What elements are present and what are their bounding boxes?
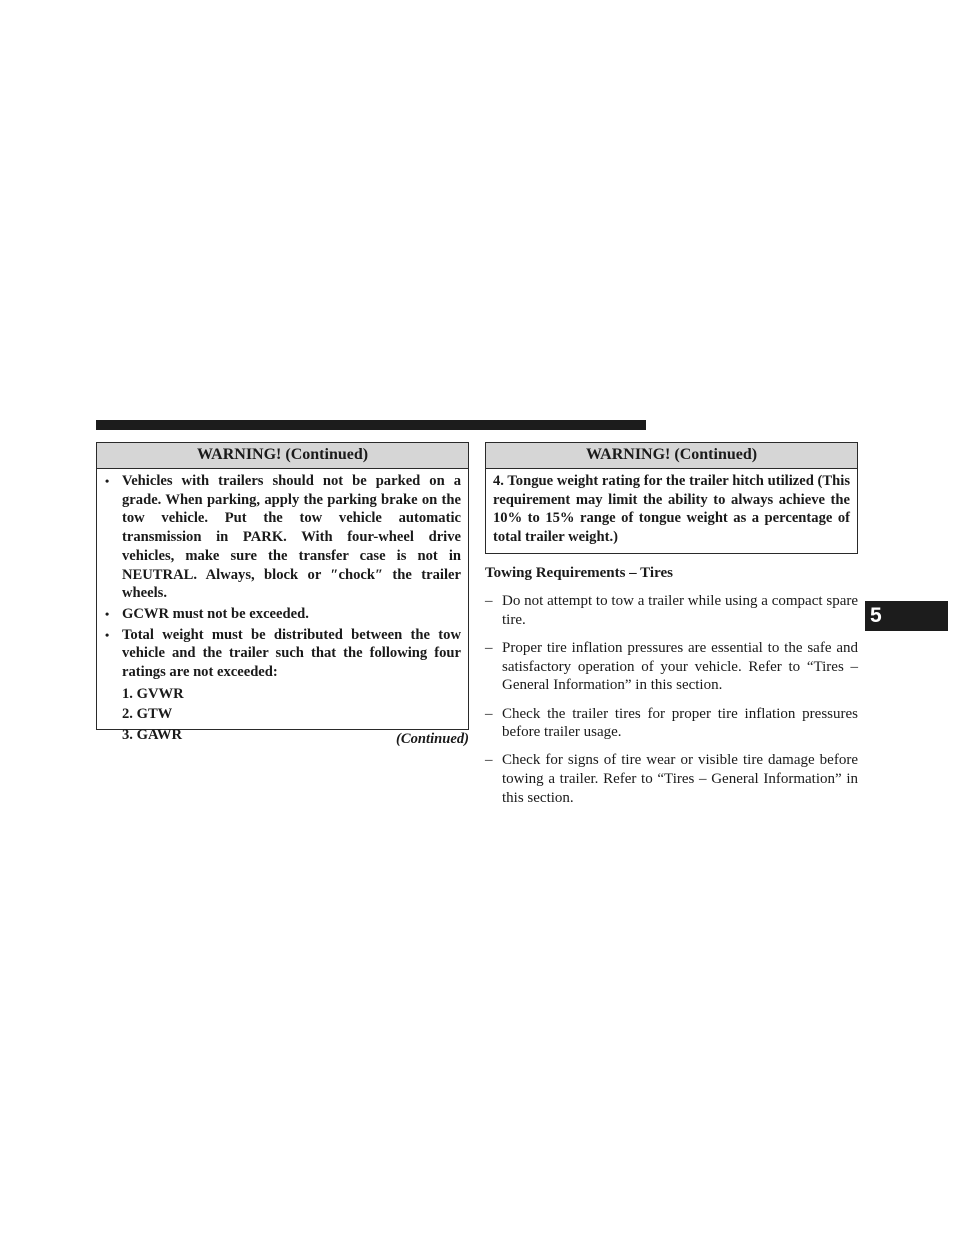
section-heading: Towing Requirements – Tires bbox=[485, 565, 673, 581]
bullet-icon: • bbox=[105, 606, 110, 621]
list-item bbox=[485, 592, 858, 629]
top-rule bbox=[96, 420, 646, 430]
bullet-text: Vehicles with trailers should not be parked on a grade. When parking, apply the parking brake on the tow vehicle. Put the tow vehicle automatic transmission in PARK. With four-wheel drive vehicles, make sure the transfer case is not in NEUTRAL. Always, block or ″chock″ the trailer wheels. bbox=[122, 473, 461, 602]
rating-item: 2. GTW bbox=[122, 706, 173, 723]
rating-item: 3. GAWR bbox=[122, 726, 182, 743]
list-item bbox=[485, 751, 858, 807]
warning-bullet bbox=[97, 605, 461, 624]
dash-icon: – bbox=[485, 593, 493, 609]
warning-box-left bbox=[96, 442, 469, 743]
dash-icon: – bbox=[485, 705, 493, 722]
rating-item: 1. GVWR bbox=[122, 685, 184, 702]
warning-header-left: WARNING! (Continued) bbox=[97, 443, 468, 469]
dash-icon: – bbox=[485, 752, 493, 769]
chapter-tab: 5 bbox=[865, 601, 948, 631]
warning-box-right bbox=[485, 442, 858, 554]
warning-bullet bbox=[97, 472, 461, 603]
bullet-text: GCWR must not be exceeded. bbox=[122, 605, 309, 622]
list-item bbox=[485, 639, 858, 695]
list-item-text: Check for signs of tire wear or visible tire damage before towing a trailer. Refer to “Tires – General Information” in this section. bbox=[502, 752, 858, 806]
bullet-icon: • bbox=[105, 474, 110, 488]
list-item-text: Do not attempt to tow a trailer while using a compact spare tire. bbox=[502, 593, 858, 628]
tire-requirements-list bbox=[485, 592, 858, 817]
warning-header-right: WARNING! (Continued) bbox=[486, 443, 857, 469]
dash-icon: – bbox=[485, 639, 493, 656]
bullet-text: Total weight must be distributed between the tow vehicle and the trailer such that the following four ratings are not exceeded: bbox=[122, 626, 461, 681]
list-item-text: Check the trailer tires for proper tire inflation pressures before trailer usage. bbox=[502, 705, 858, 741]
warning-bullet-list bbox=[97, 469, 468, 745]
list-item-text: Proper tire inflation pressures are essential to the safe and satisfactory operation of your vehicle. Refer to “Tires – General Information” in this section. bbox=[502, 639, 858, 694]
bullet-icon: • bbox=[105, 627, 110, 642]
continued-label: (Continued) bbox=[396, 731, 469, 747]
warning-bullet bbox=[97, 626, 461, 746]
warning-body-right: 4. Tongue weight rating for the trailer hitch utilized (This requirement may limit the ability to always achieve the 10% to 15% range of tongue weight as a percentage of total trailer weight.) bbox=[493, 473, 850, 546]
list-item bbox=[485, 705, 858, 742]
